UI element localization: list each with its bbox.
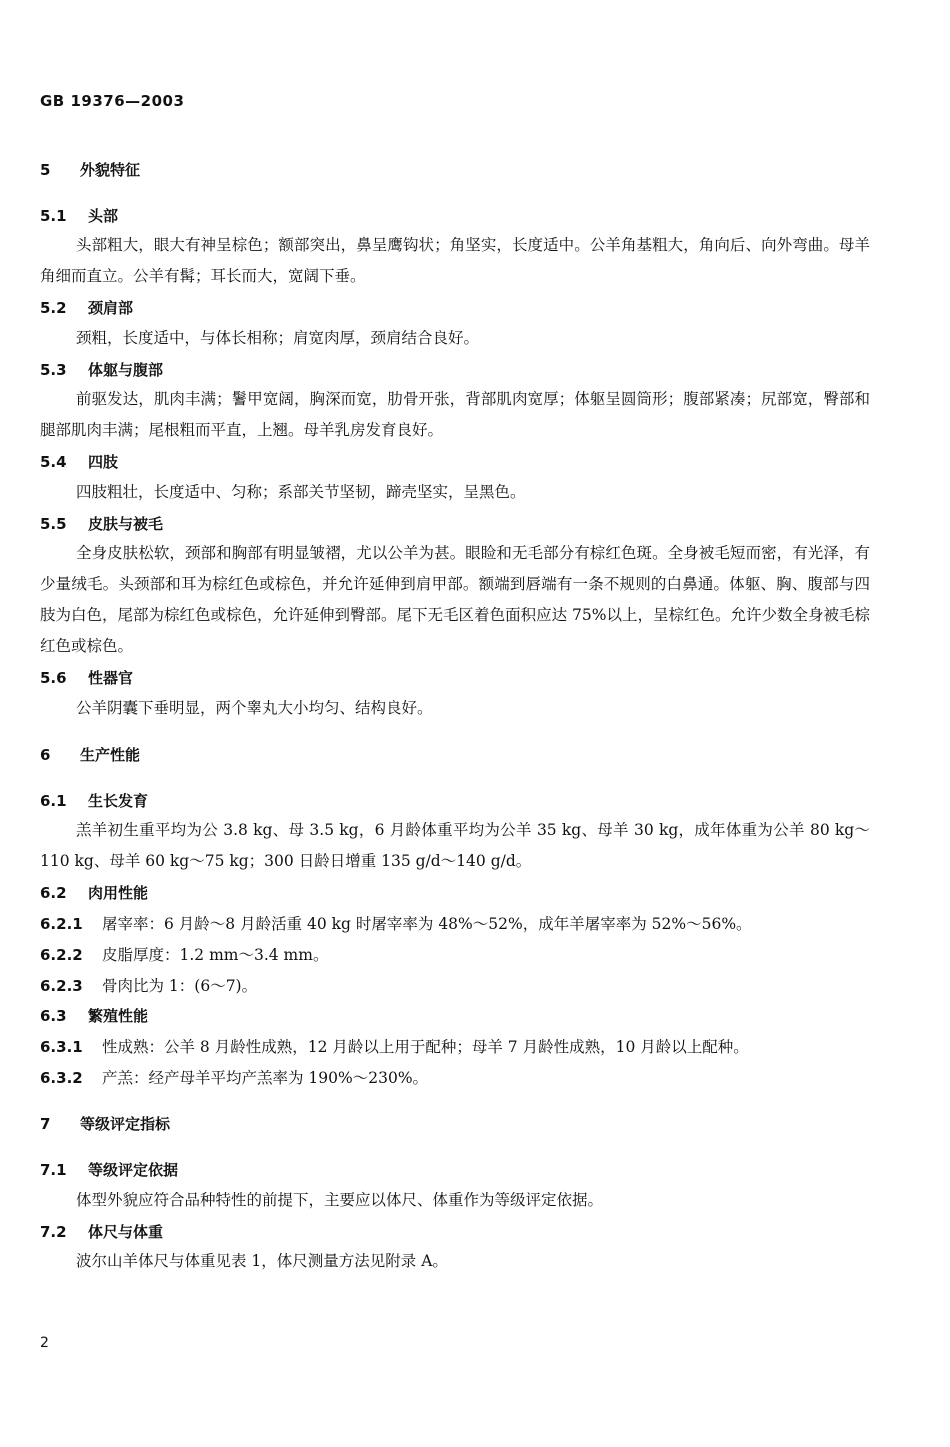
clause-text: 屠宰率：6 月龄～8 月龄活重 40 kg 时屠宰率为 48%～52%，成年羊屠宰率为 52%～56%。 — [102, 915, 752, 933]
subsection-title: 生长发育 — [88, 792, 149, 810]
section-number: 6 — [40, 746, 51, 764]
subsection-number: 5.4 — [40, 453, 67, 471]
clause-6-3-1 — [40, 1037, 749, 1057]
subsection-title: 繁殖性能 — [88, 1007, 149, 1025]
clause-text: 骨肉比为 1：(6～7)。 — [102, 977, 258, 995]
subsection-5-3-paragraph — [40, 384, 870, 446]
paragraph-text: 体型外貌应符合品种特性的前提下，主要应以体尺、体重作为等级评定依据。 — [76, 1191, 604, 1209]
page-number: 2 — [40, 1335, 49, 1351]
subsection-number: 7.1 — [40, 1161, 67, 1179]
paragraph-text: 公羊阴囊下垂明显，两个睾丸大小均匀、结构良好。 — [76, 699, 433, 717]
subsection-7-2-paragraph — [40, 1246, 870, 1277]
subsection-number: 5.3 — [40, 361, 67, 379]
subsection-5-1-heading — [40, 206, 118, 226]
subsection-6-3-heading — [40, 1006, 148, 1026]
subsection-5-6-paragraph — [40, 693, 870, 724]
paragraph-text: 羔羊初生重平均为公 3.8 kg、母 3.5 kg，6 月龄体重平均为公羊 35 kg、母羊 30 kg，成年体重为公羊 80 kg～110 kg、母羊 60 kg～75 kg；300 日龄日增重 135 g/d～140 g/d。 — [40, 821, 870, 870]
subsection-title: 等级评定依据 — [88, 1161, 179, 1179]
paragraph-text: 全身皮肤松软，颈部和胸部有明显皱褶，尤以公羊为甚。眼睑和无毛部分有棕红色斑。全身被毛短而密，有光泽，有少量绒毛。头颈部和耳为棕红色或棕色，并允许延伸到肩甲部。额端到唇端有一条不规则的白鼻通。体躯、胸、腹部与四肢为白色，尾部为棕红色或棕色，允许延伸到臀部。尾下无毛区着色面积应达 75%以上，呈棕红色。允许少数全身被毛棕红色或棕色。 — [40, 544, 870, 655]
clause-6-3-2 — [40, 1068, 428, 1088]
subsection-5-4-paragraph — [40, 477, 870, 508]
paragraph-text: 前驱发达，肌肉丰满；鬐甲宽阔，胸深而宽，肋骨开张，背部肌肉宽厚；体躯呈圆筒形；腹部紧凑；尻部宽，臀部和腿部肌肉丰满；尾根粗而平直，上翘。母羊乳房发育良好。 — [40, 390, 870, 439]
clause-text: 皮脂厚度：1.2 mm～3.4 mm。 — [102, 946, 329, 964]
subsection-title: 体躯与腹部 — [88, 361, 164, 379]
paragraph-text: 颈粗，长度适中，与体长相称；肩宽肉厚，颈肩结合良好。 — [76, 329, 480, 347]
subsection-number: 5.2 — [40, 299, 67, 317]
subsection-title: 性器官 — [88, 669, 134, 687]
section-title: 等级评定指标 — [80, 1115, 171, 1133]
subsection-5-6-heading — [40, 668, 133, 688]
section-title: 生产性能 — [80, 746, 141, 764]
section-7-heading — [40, 1114, 170, 1134]
clause-6-2-2 — [40, 945, 328, 965]
clause-6-2-3 — [40, 976, 257, 996]
subsection-5-2-paragraph — [40, 323, 870, 354]
clause-number: 6.3.2 — [40, 1069, 83, 1087]
subsection-number: 5.6 — [40, 669, 67, 687]
subsection-title: 头部 — [88, 207, 119, 225]
subsection-7-2-heading — [40, 1222, 163, 1242]
subsection-number: 5.5 — [40, 515, 67, 533]
subsection-number: 6.1 — [40, 792, 67, 810]
subsection-5-3-heading — [40, 360, 163, 380]
paragraph-text: 头部粗大，眼大有神呈棕色；额部突出，鼻呈鹰钩状；角坚实，长度适中。公羊角基粗大，角向后、向外弯曲。母羊角细而直立。公羊有髯；耳长而大，宽阔下垂。 — [40, 236, 870, 285]
subsection-title: 皮肤与被毛 — [88, 515, 164, 533]
subsection-7-1-heading — [40, 1160, 178, 1180]
paragraph-text: 波尔山羊体尺与体重见表 1，体尺测量方法见附录 A。 — [76, 1252, 448, 1270]
clause-number: 6.2.2 — [40, 946, 83, 964]
clause-number: 6.2.1 — [40, 915, 83, 933]
section-number: 7 — [40, 1115, 51, 1133]
subsection-title: 体尺与体重 — [88, 1223, 164, 1241]
subsection-5-2-heading — [40, 298, 133, 318]
clause-6-2-1 — [40, 914, 752, 934]
section-6-heading — [40, 745, 140, 765]
section-number: 5 — [40, 161, 51, 179]
subsection-number: 6.3 — [40, 1007, 67, 1025]
clause-text: 性成熟：公羊 8 月龄性成熟，12 月龄以上用于配种；母羊 7 月龄性成熟，10 月龄以上配种。 — [102, 1038, 749, 1056]
section-title: 外貌特征 — [80, 161, 141, 179]
subsection-title: 颈肩部 — [88, 299, 134, 317]
subsection-5-1-paragraph — [40, 230, 870, 292]
subsection-5-4-heading — [40, 452, 118, 472]
subsection-number: 6.2 — [40, 884, 67, 902]
standard-code-header: GB 19376—2003 — [40, 92, 185, 110]
subsection-6-1-paragraph — [40, 815, 870, 877]
subsection-7-1-paragraph — [40, 1185, 870, 1216]
paragraph-text: 四肢粗壮，长度适中、匀称；系部关节坚韧，蹄壳坚实，呈黑色。 — [76, 483, 526, 501]
subsection-5-5-heading — [40, 514, 163, 534]
clause-number: 6.2.3 — [40, 977, 83, 995]
subsection-6-2-heading — [40, 883, 148, 903]
subsection-6-1-heading — [40, 791, 148, 811]
clause-text: 产羔：经产母羊平均产羔率为 190%～230%。 — [102, 1069, 429, 1087]
subsection-number: 5.1 — [40, 207, 67, 225]
subsection-title: 四肢 — [88, 453, 119, 471]
subsection-title: 肉用性能 — [88, 884, 149, 902]
clause-number: 6.3.1 — [40, 1038, 83, 1056]
subsection-5-5-paragraph — [40, 538, 870, 662]
subsection-number: 7.2 — [40, 1223, 67, 1241]
section-5-heading — [40, 160, 140, 180]
